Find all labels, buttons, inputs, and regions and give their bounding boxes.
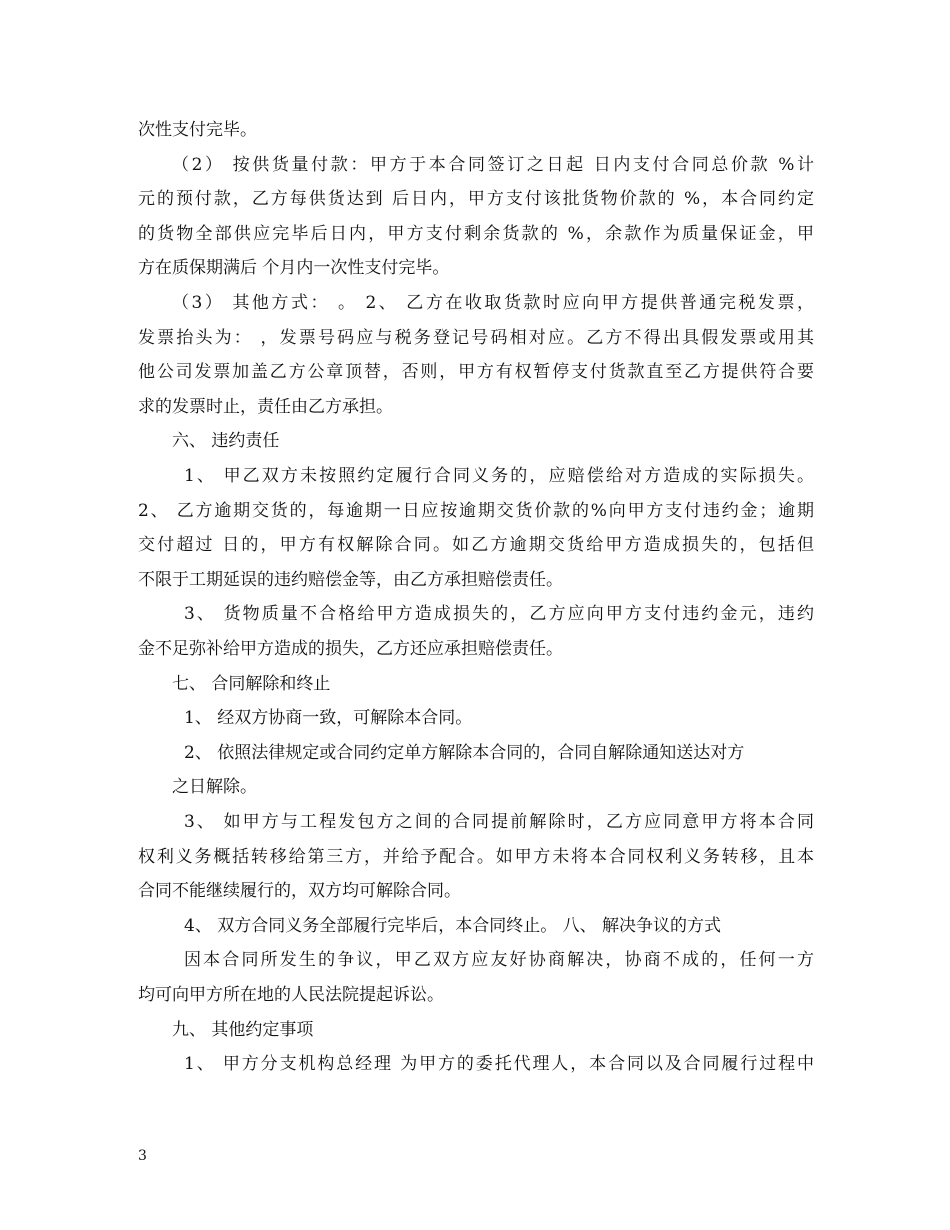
text-line: 他公司发票加盖乙方公章顶替，否则，甲方有权暂停支付货款直至乙方提供符合要 xyxy=(138,362,814,382)
text-line: 合同不能继续履行的，双方均可解除合同。 xyxy=(138,881,461,901)
text-line: 3、 货物质量不合格给甲方造成损失的，乙方应向甲方支付违约金元，违约 xyxy=(184,604,814,624)
text-line: 九、 其他约定事项 xyxy=(172,1020,314,1040)
text-line: 1、 甲乙双方未按照约定履行合同义务的，应赔偿给对方造成的实际损失。 xyxy=(184,466,814,486)
text-line: 发票抬头为： ，发票号码应与税务登记号码相对应。乙方不得出具假发票或用其 xyxy=(138,328,814,348)
text-line: （3） 其他方式： 。 2、 乙方在收取货款时应向甲方提供普通完税发票， xyxy=(172,293,814,313)
text-line: 方在质保期满后 个月内一次性支付完毕。 xyxy=(138,258,450,278)
text-line: 求的发票时止，责任由乙方承担。 xyxy=(138,397,393,417)
text-line: 2、 乙方逾期交货的，每逾期一日应按逾期交货价款的%向甲方支付违约金；逾期 xyxy=(138,501,814,521)
text-line: 1、 经双方协商一致，可解除本合同。 xyxy=(184,708,473,728)
text-line: 4、 双方合同义务全部履行完毕后，本合同终止。 八、 解决争议的方式 xyxy=(184,916,722,936)
text-line: 3、 如甲方与工程发包方之间的合同提前解除时，乙方应同意甲方将本合同 xyxy=(184,812,814,832)
text-line: （2） 按供货量付款：甲方于本合同签订之日起 日内支付合同总价款 %计 xyxy=(172,155,814,175)
text-line: 2、 依照法律规定或合同约定单方解除本合同的，合同自解除通知送达对方 xyxy=(184,743,745,763)
text-line: 的货物全部供应完毕后日内，甲方支付剩余货款的 %，余款作为质量保证金，甲 xyxy=(138,224,814,244)
text-line: 1、 甲方分支机构总经理 为甲方的委托代理人，本合同以及合同履行过程中 xyxy=(184,1054,814,1074)
text-line: 次性支付完毕。 xyxy=(138,120,257,140)
text-line: 六、 违约责任 xyxy=(172,431,280,451)
page-number: 3 xyxy=(138,1148,147,1164)
text-line: 之日解除。 xyxy=(172,777,257,797)
text-line: 金不足弥补给甲方造成的损失，乙方还应承担赔偿责任。 xyxy=(138,639,563,659)
text-line: 均可向甲方所在地的人民法院提起诉讼。 xyxy=(138,985,444,1005)
text-line: 权利义务概括转移给第三方，并给予配合。如甲方未将本合同权利义务转移，且本 xyxy=(138,847,814,867)
text-line: 七、 合同解除和终止 xyxy=(172,674,331,694)
text-line: 交付超过 日的，甲方有权解除合同。如乙方逾期交货给甲方造成损失的，包括但 xyxy=(138,535,814,555)
text-line: 不限于工期延误的违约赔偿金等，由乙方承担赔偿责任。 xyxy=(138,570,563,590)
text-line: 因本合同所发生的争议，甲乙双方应友好协商解决，协商不成的，任何一方 xyxy=(184,950,814,970)
text-line: 元的预付款，乙方每供货达到 后日内，甲方支付该批货物价款的 %，本合同约定 xyxy=(138,189,814,209)
